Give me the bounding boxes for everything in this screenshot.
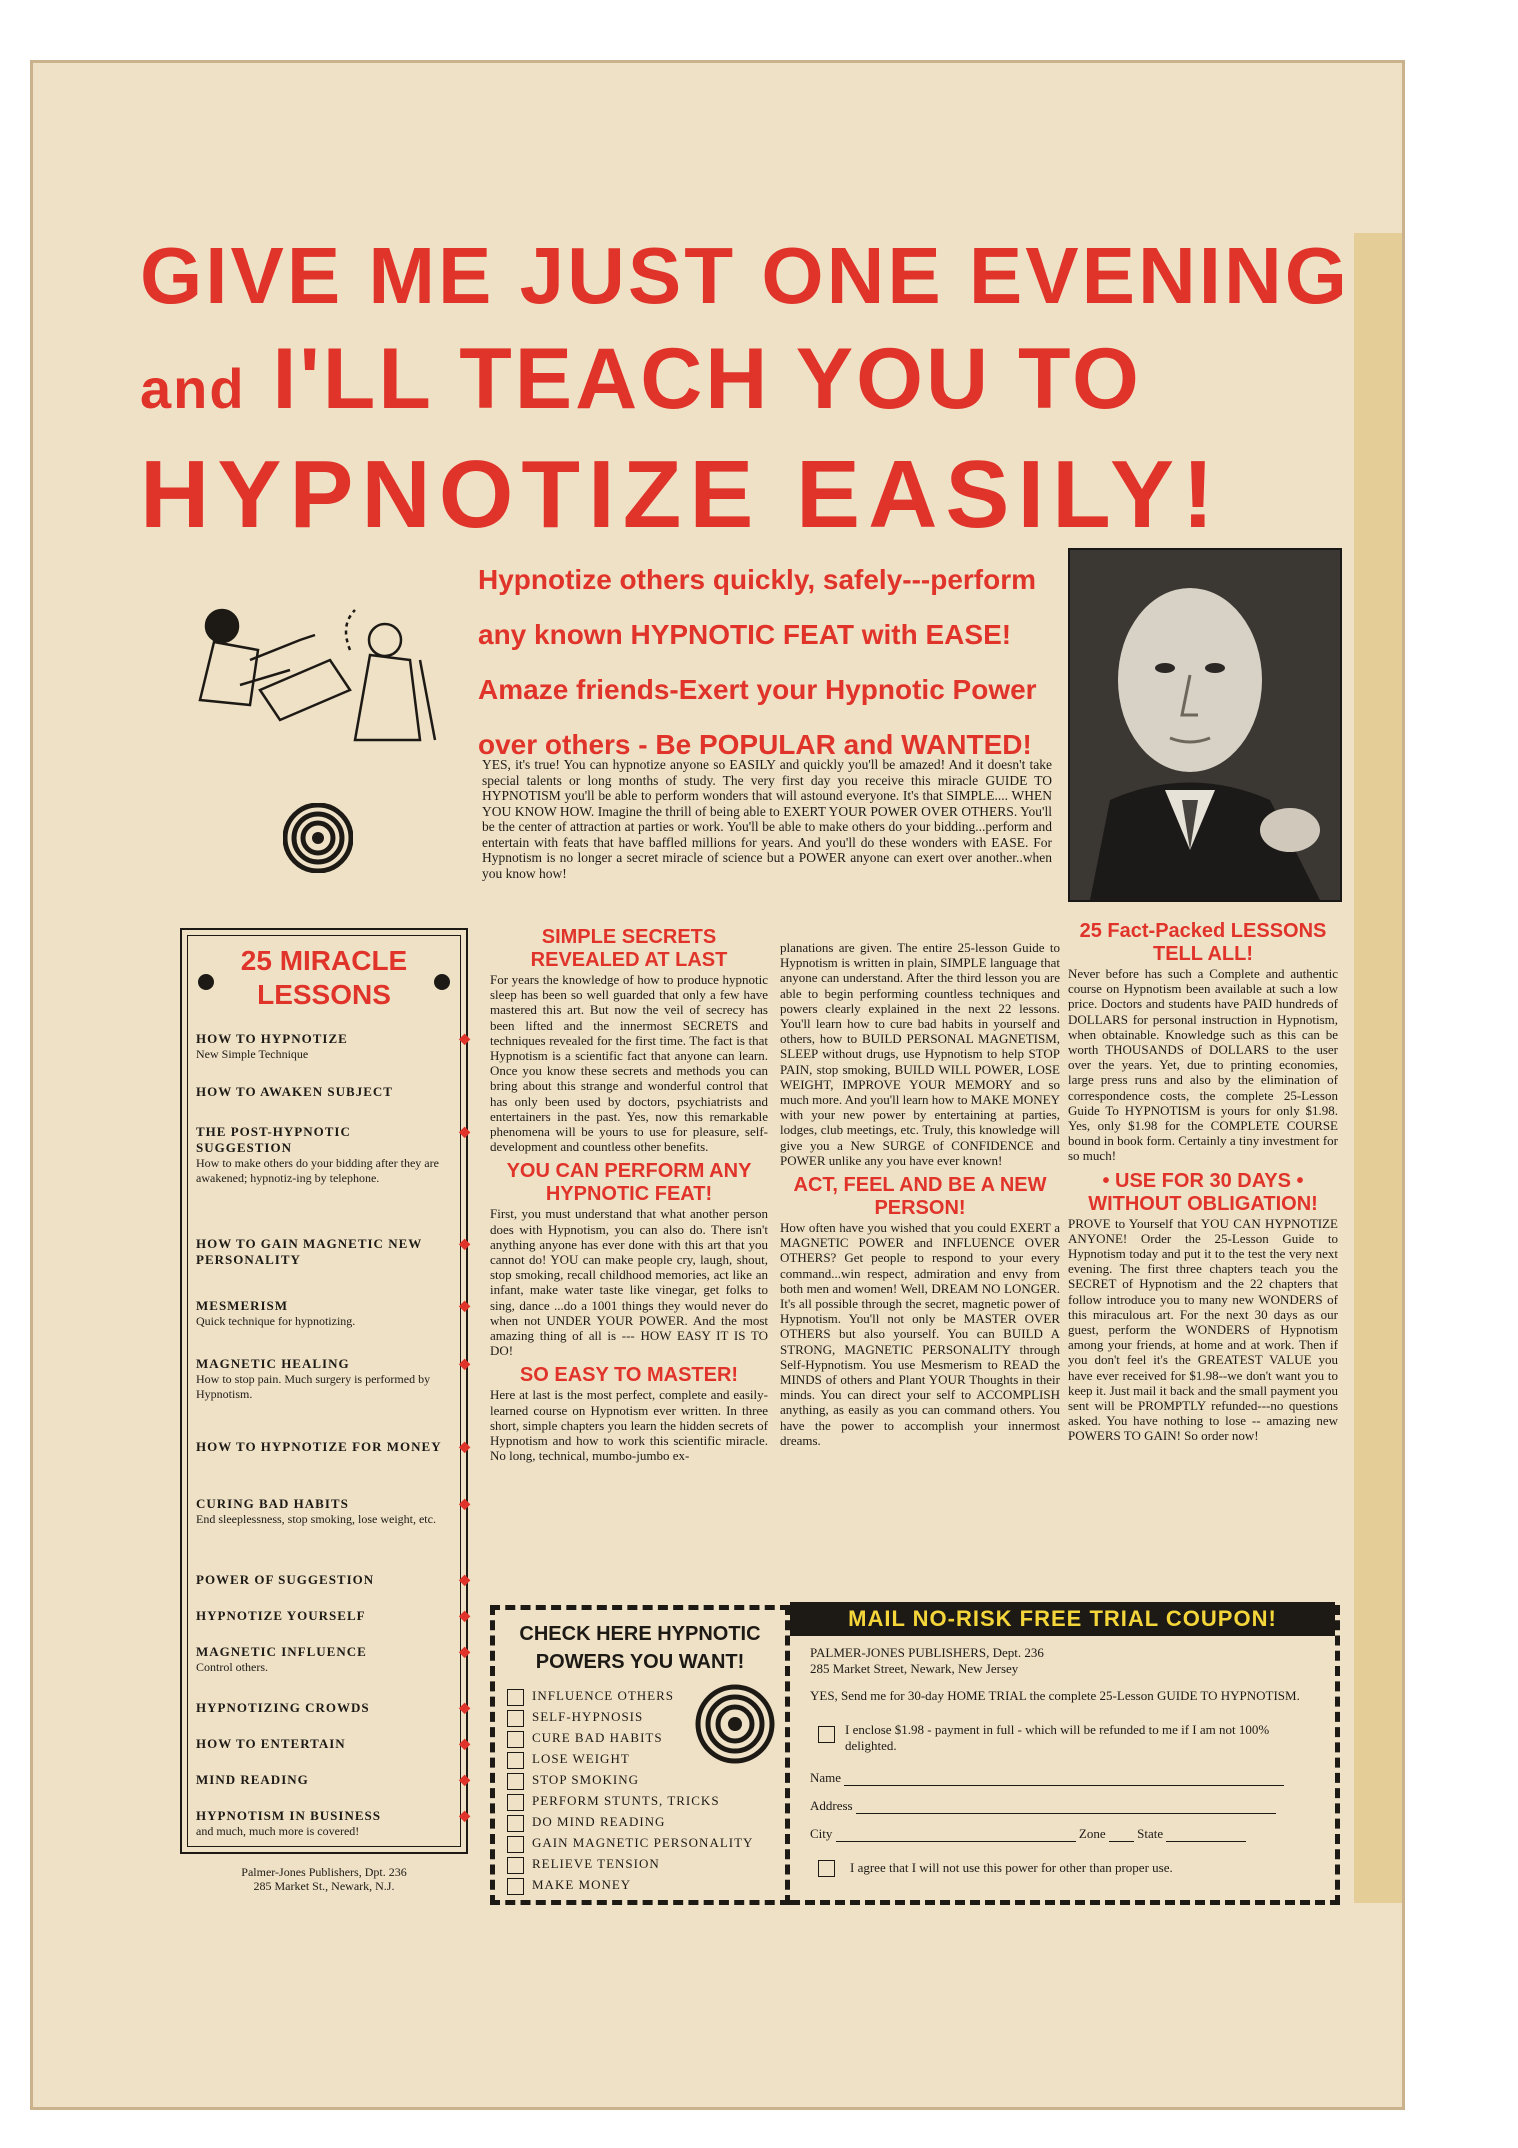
coupon-publisher-line-1: PALMER-JONES PUBLISHERS, Dept. 236 — [810, 1645, 1044, 1660]
lesson-item — [196, 1700, 471, 1716]
city-field-row[interactable] — [810, 1826, 1310, 1842]
column-text: PROVE to Yourself that YOU CAN HYPNOTIZE ANYONE! Order the 25-Lesson Guide to Hypnotism today and put it to the test the very next evening. The first three chapters teach you the SECRET of Hypnotism and the 22 chapters that follow introduce you to many new WONDERS of this miraculous art. For the next 30 days as our guest, perform the WONDERS of Hypnotism among your friends, at home and at work. Then if you don't feel it's the GREATEST VALUE you have ever received for $1.98--we don't want you to keep it. Just mail it back and the small payment you sent will be PROMPTLY refunded---no questions asked. You have nothing to lose -- amazing new POWERS TO GAIN! So order now! — [1068, 1215, 1338, 1444]
checklist-label: GAIN MAGNETIC PERSONALITY — [532, 1835, 754, 1850]
coupon-agree-text: I agree that I will not use this power for other than proper use. — [850, 1860, 1173, 1875]
checklist-label: DO MIND READING — [532, 1814, 666, 1829]
tape-strip — [1354, 233, 1402, 1903]
lesson-item — [196, 1496, 471, 1527]
headline-line-2 — [140, 330, 1340, 429]
subhead-line: any known HYPNOTIC FEAT with EASE! — [478, 619, 1012, 650]
lesson-desc: Control others. — [196, 1660, 268, 1674]
lesson-desc: and much, much more is covered! — [196, 1824, 360, 1838]
lessons-title-line-2: LESSONS — [257, 979, 391, 1010]
lesson-title: MAGNETIC INFLUENCE — [196, 1644, 367, 1659]
lesson-item — [196, 1124, 471, 1186]
arrow-icon: ◆ — [459, 1299, 471, 1314]
article-column-2 — [780, 940, 1060, 1448]
column-text: planations are given. The entire 25-lesson Guide to Hypnotism is written in plain, SIMPLE language that anyone can understand. After the third lesson you are able to begin performing countless techniques and powers clearly explained in the next 22 lessons. You'll learn how to cure bad habits in yourself and others, how to BUILD PERSONAL MAGNETISM, SLEEP without drugs, use Hypnotism to help STOP PAIN, stop smoking, BUILD WILL POWER, LOSE WEIGHT, IMPROVE YOUR MEMORY and so much more. And you'll learn how to MAKE MONEY with your new power by entertaining at parties, lodges, club meetings, etc. Truly, this knowledge will give you a New SURGE of CONFIDENCE and POWER unlike any you have ever known! — [780, 940, 1061, 1168]
publisher-line-2: 285 Market St., Newark, N.J. — [253, 1879, 395, 1893]
column-text: Never before has such a Complete and authentic course on Hypnotism been available at such a low price. Doctors and students have PAID hundreds of DOLLARS for personal instruction in Hypnotism, when obtainable. Knowledge such as this can be worth THOUSANDS of DOLLARS to the user over the years. Yet, due to printing economies, large press runs and also by the elimination of correspondence costs, the complete 25-Lesson Guide To HYPNOTISM is yours for only $1.98. Yes, only $1.98 for the COMPLETE COURSE bound in book form. Certainly a tiny investment for so much! — [1068, 966, 1338, 1164]
column-heading: ACT, FEEL AND BE A NEW PERSON! — [793, 1174, 1047, 1220]
lesson-title: HOW TO ENTERTAIN — [196, 1736, 346, 1751]
hypnotist-portrait-photo — [1068, 548, 1342, 902]
lesson-item — [196, 1356, 471, 1402]
arrow-icon: ◆ — [459, 1440, 471, 1455]
arrow-icon: ◆ — [459, 1573, 471, 1588]
lesson-item — [196, 1608, 471, 1624]
coupon-publisher-line-2: 285 Market Street, Newark, New Jersey — [810, 1661, 1019, 1676]
city-field[interactable] — [836, 1841, 1076, 1842]
lesson-item — [196, 1772, 471, 1788]
checkbox[interactable] — [507, 1836, 524, 1853]
lesson-title: HYPNOTISM IN BUSINESS — [196, 1808, 381, 1823]
column-heading: YOU CAN PERFORM ANY HYPNOTIC FEAT! — [506, 1160, 752, 1206]
state-field[interactable] — [1166, 1841, 1246, 1842]
publisher-address-small — [186, 1865, 462, 1893]
agree-checkbox[interactable] — [818, 1860, 835, 1877]
column-text: Here at last is the most perfect, complete and easily-learned course on Hypnotism ever written. In three short, simple chapters you learn the hidden secrets of Hypnotism and how to work this scientific miracle. No long, technical, mumbo-jumbo ex- — [490, 1387, 768, 1464]
column-heading: SO EASY TO MASTER! — [519, 1364, 739, 1387]
lesson-item — [196, 1736, 471, 1752]
lesson-title: HYPNOTIZING CROWDS — [196, 1700, 370, 1715]
lesson-title: MAGNETIC HEALING — [196, 1356, 350, 1371]
checklist-item[interactable] — [507, 1772, 639, 1790]
subhead-line: over others - Be POPULAR and WANTED! — [478, 729, 1032, 760]
arrow-icon: ◆ — [459, 1809, 471, 1824]
miracle-lessons-box — [180, 928, 471, 1854]
checkbox[interactable] — [507, 1857, 524, 1874]
zone-field[interactable] — [1109, 1841, 1134, 1842]
arrow-icon: ◆ — [459, 1645, 471, 1660]
lesson-item — [196, 1031, 471, 1062]
name-field-row[interactable] — [810, 1770, 1310, 1786]
lesson-desc: New Simple Technique — [196, 1047, 309, 1061]
headline-line-2-main: I'LL TEACH YOU TO — [245, 331, 1142, 427]
checkbox[interactable] — [507, 1794, 524, 1811]
checkbox[interactable] — [507, 1731, 524, 1748]
checklist-item[interactable] — [507, 1835, 753, 1853]
hypnotic-spiral-icon — [283, 803, 353, 873]
lesson-title: HOW TO AWAKEN SUBJECT — [196, 1084, 393, 1099]
lesson-desc: How to make others do your bidding after they are awakened; hypnotiz-ing by telephone. — [196, 1156, 439, 1185]
checklist-label: MAKE MONEY — [532, 1877, 632, 1892]
name-label: Name — [810, 1770, 842, 1785]
subhead-line: Hypnotize others quickly, safely---perform — [478, 564, 1037, 595]
lesson-title: MESMERISM — [196, 1298, 289, 1313]
lesson-item — [196, 1808, 471, 1839]
checkbox[interactable] — [507, 1689, 524, 1706]
checklist-label: PERFORM STUNTS, TRICKS — [532, 1793, 720, 1808]
coupon-order-text: YES, Send me for 30-day HOME TRIAL the complete 25-Lesson GUIDE TO HYPNOTISM. — [810, 1688, 1300, 1703]
headline-line-1: GIVE ME JUST ONE EVENING — [140, 231, 1351, 320]
name-field[interactable] — [844, 1785, 1284, 1786]
checklist-item[interactable] — [507, 1709, 643, 1727]
checkbox[interactable] — [507, 1710, 524, 1727]
checklist-label: LOSE WEIGHT — [532, 1751, 630, 1766]
lesson-item — [196, 1084, 451, 1100]
lesson-title: HYPNOTIZE YOURSELF — [196, 1608, 366, 1623]
lesson-title: HOW TO HYPNOTIZE FOR MONEY — [196, 1439, 442, 1454]
subhead-line: Amaze friends-Exert your Hypnotic Power — [478, 674, 1037, 705]
lesson-title: THE POST-HYPNOTIC SUGGESTION — [196, 1124, 351, 1155]
address-field-row[interactable] — [810, 1798, 1310, 1814]
lesson-title: CURING BAD HABITS — [196, 1496, 349, 1511]
coupon-title: MAIL NO-RISK FREE TRIAL COUPON! — [790, 1602, 1335, 1636]
checklist-item[interactable] — [507, 1877, 631, 1895]
lesson-desc: How to stop pain. Much surgery is performed by Hypnotism. — [196, 1372, 431, 1401]
checklist-label: RELIEVE TENSION — [532, 1856, 660, 1871]
column-heading: SIMPLE SECRETS REVEALED AT LAST — [530, 926, 728, 971]
column-heading: 25 Fact-Packed LESSONS TELL ALL! — [1079, 920, 1327, 965]
lesson-item — [196, 1236, 471, 1268]
article-column-1 — [490, 926, 768, 1463]
zone-label: Zone — [1078, 1826, 1106, 1841]
city-label: City — [810, 1826, 833, 1841]
arrow-icon: ◆ — [459, 1497, 471, 1512]
column-text: First, you must understand that what another person does with Hypnotism, you can also do. There isn't anything anyone has ever done with this art that you cannot do! YOU can make people cry, laugh, shout, stop smoking, recall childhood memories, act like an infant, make water taste like vinegar, get folks to sing, dance ...do a 1001 things they would never do when not UNDER YOUR POWER. And the most amazing thing of all is --- HOW EASY IT IS TO DO! — [490, 1206, 768, 1359]
lesson-title: HOW TO HYPNOTIZE — [196, 1031, 348, 1046]
arrow-icon: ◆ — [459, 1125, 471, 1140]
checklist-item[interactable] — [507, 1814, 665, 1832]
column-text: For years the knowledge of how to produce hypnotic sleep has been so well guarded that only a few have mastered this art. But now the veil of secrecy has been lifted and the innermost SECRETS and techniques revealed for the first time. The fact is that Hypnotism is a scientific fact that anyone can learn. Once you know these secrets and methods you can bring about this strange and wonderful control that has only been used by doctors, psychiatrists and entertainers in the past. Yes, now this remarkable phenomena will be yours to use for pleasure, self-development and countless other benefits. — [490, 972, 768, 1155]
publisher-line-1: Palmer-Jones Publishers, Dpt. 236 — [241, 1865, 407, 1879]
lessons-title — [188, 944, 460, 1012]
article-column-3 — [1068, 920, 1338, 1444]
bullet-dot — [434, 974, 450, 990]
arrow-icon: ◆ — [459, 1032, 471, 1047]
checkbox[interactable] — [507, 1773, 524, 1790]
arrow-icon: ◆ — [459, 1357, 471, 1372]
intro-paragraph: YES, it's true! You can hypnotize anyone so EASILY and quickly you'll be amazed! And it doesn't take special talents or long months of study. The very first day you receive this miracle GUIDE TO HYPNOTISM you'll be able to perform wonders that will astound everyone. It's that SIMPLE.... WHEN YOU KNOW HOW. Imagine the thrill of being able to EXERT YOUR POWER OVER OTHERS. You'll be the center of attraction at parties or work. You'll be able to make others do your bidding...perform and entertain with feats that have baffled millions for years. And you'll do these wonders with EASE. For Hypnotism is no longer a secret miracle of science but a POWER anyone can exert over another..when you know how! — [482, 757, 1052, 881]
lessons-inner-frame — [187, 935, 471, 1847]
checklist-label: STOP SMOKING — [532, 1772, 639, 1787]
checklist-title — [495, 1620, 785, 1676]
arrow-icon: ◆ — [459, 1737, 471, 1752]
arrow-icon: ◆ — [459, 1237, 471, 1252]
portrait-drawing — [1070, 550, 1340, 900]
checklist-label: INFLUENCE OTHERS — [532, 1688, 675, 1703]
lesson-item — [196, 1439, 471, 1455]
hypnotic-spiral-icon — [695, 1684, 775, 1764]
arrow-icon: ◆ — [459, 1609, 471, 1624]
lesson-desc: Quick technique for hypnotizing. — [196, 1314, 356, 1328]
free-trial-coupon — [790, 1605, 1340, 1905]
subhead — [478, 552, 1068, 772]
checklist-label: SELF-HYPNOSIS — [532, 1709, 644, 1724]
headline-and: and — [140, 357, 246, 420]
hypnotist-illustration — [180, 590, 440, 760]
lesson-item — [196, 1644, 471, 1675]
address-field[interactable] — [856, 1813, 1276, 1814]
state-label: State — [1137, 1826, 1164, 1841]
checklist-item[interactable] — [507, 1793, 720, 1811]
coupon-enclose-text: I enclose $1.98 - payment in full - which will be refunded to me if I am not 100% delighted. — [845, 1722, 1270, 1753]
checklist-item[interactable] — [507, 1856, 660, 1874]
enclose-checkbox[interactable] — [818, 1726, 835, 1743]
headline-line-3: HYPNOTIZE EASILY! — [140, 441, 1222, 548]
checklist-item[interactable] — [507, 1730, 663, 1748]
address-label: Address — [810, 1798, 853, 1813]
coupon-publisher — [810, 1645, 1310, 1677]
lesson-item — [196, 1572, 471, 1588]
lesson-item — [196, 1298, 471, 1329]
arrow-icon: ◆ — [459, 1773, 471, 1788]
checkbox[interactable] — [507, 1878, 524, 1895]
column-heading: • USE FOR 30 DAYS • WITHOUT OBLIGATION! — [1088, 1169, 1318, 1215]
checklist-title-line-2: POWERS YOU WANT! — [535, 1651, 745, 1673]
lesson-title: POWER OF SUGGESTION — [196, 1572, 375, 1587]
checklist-item[interactable] — [507, 1688, 674, 1706]
column-text: How often have you wished that you could EXERT a MAGNETIC POWER and INFLUENCE OVER OTHERS? Get people to respond to your every command...win respect, admiration and envy from both men and women! Well, DREAM NO LONGER. It's all possible through the secret, magnetic power of Hypnotism. You'll not only be MASTER OVER OTHERS but also yourself. You can BUILD A STRONG, MAGNETIC PERSONALITY through Self-Hypnotism. You use Mesmerism to READ the MINDS of others and Plant YOUR Thoughts in their minds. You can direct your self to ACCOMPLISH anything, as easily as you can command others. You have the power to accomplish your innermost dreams. — [780, 1220, 1060, 1448]
checklist-label: CURE BAD HABITS — [532, 1730, 663, 1745]
lessons-title-line-1: 25 MIRACLE — [240, 945, 408, 976]
arrow-icon: ◆ — [459, 1701, 471, 1716]
lesson-desc: End sleeplessness, stop smoking, lose weight, etc. — [196, 1512, 436, 1526]
lesson-title: HOW TO GAIN MAGNETIC NEW PERSONALITY — [196, 1236, 423, 1267]
bullet-dot — [198, 974, 214, 990]
checkbox[interactable] — [507, 1752, 524, 1769]
checkbox[interactable] — [507, 1815, 524, 1832]
checklist-item[interactable] — [507, 1751, 630, 1769]
lesson-title: MIND READING — [196, 1772, 309, 1787]
checklist-title-line-1: CHECK HERE HYPNOTIC — [519, 1623, 761, 1645]
